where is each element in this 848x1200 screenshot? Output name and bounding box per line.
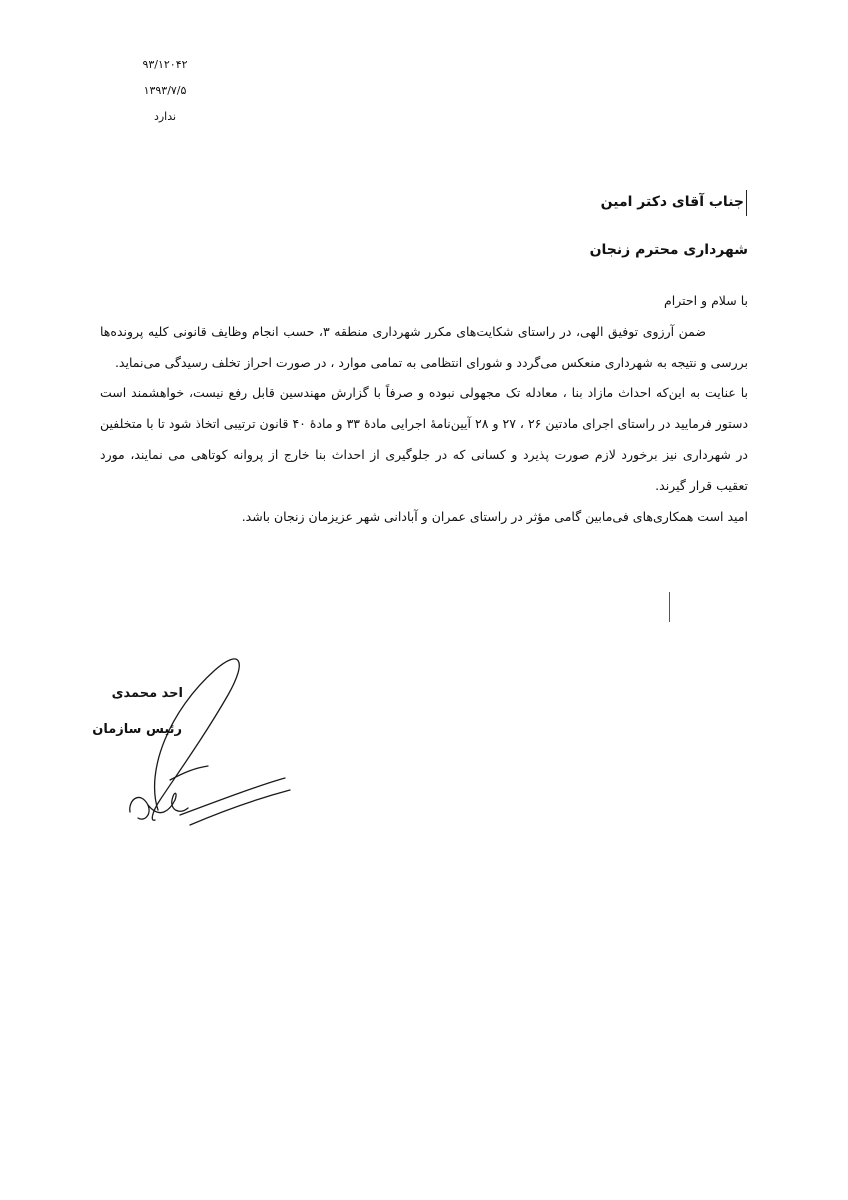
letter-date: ۱۳۹۳/۷/۵ [143,84,187,97]
body-paragraph-2: با عنایت به این‌که احداث مازاد بنا ، معادله تک مجهولی نبوده و صرفاً با گزارش مهندسین قابل رفع نیست، خواهشمند است دستور فرمایید در راستای اجرای مادتین ۲۶ ، ۲۷ و ۲۸ آیین‌نامهٔ اجرایی مادهٔ ۳۳ و مادهٔ ۴۰ قانون ترتیبی اتخاذ شود تا با متخلفین در شهرداری نیز برخورد لازم صورت پذیرد و کسانی که در جلوگیری از احداث بنا خارج از پروانه کوتاهی می نمایند، مورد تعقیب قرار گیرند. [100,385,749,493]
letter-attachment: ندارد [153,110,177,123]
recipient-title: جناب آقای دکتر امین [600,194,744,210]
letter-meta [120,52,210,130]
text-cursor-bar [669,592,670,622]
letter-number: ۹۳/۱۲۰۴۲ [142,58,188,71]
body-paragraph-1: ضمن آرزوی توفیق الهی، در راستای شکایت‌های مکرر شهرداری منطقه ۳، حسب انجام وظایف قانونی کلیه پرونده‌ها بررسی و نتیجه به شهرداری منعکس می‌گردد و شورای انتظامی به تمامی موارد ، در صورت احراز تخلف رسیدگی می‌نماید. [100,323,748,370]
signer-name: احد محمدی [111,686,183,701]
text-cursor-bar [746,190,747,216]
signer-title: رئیس سازمان [92,722,182,737]
greeting: با سلام و احترام [664,293,748,308]
closing-paragraph: امید است همکاری‌های فی‌مابین گامی مؤثر در راستای عمران و آبادانی شهر عزیزمان زنجان باشد. [241,508,748,524]
letter-body [100,286,748,532]
handwritten-signature [100,640,300,840]
recipient-organization: شهرداری محترم زنجان [589,242,748,258]
